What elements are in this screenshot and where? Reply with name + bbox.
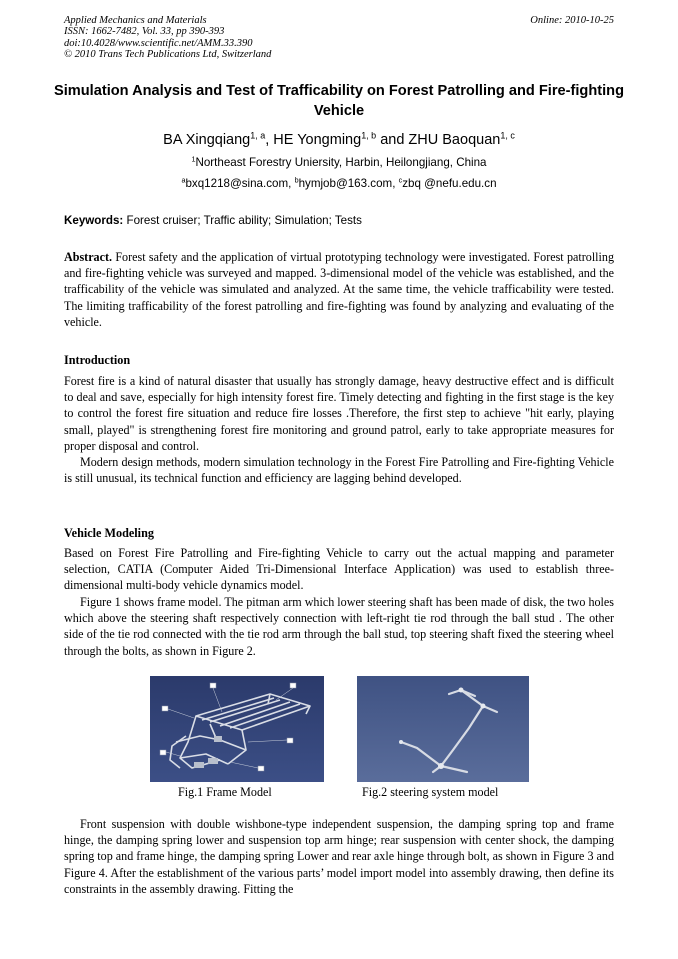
author-line <box>40 131 638 149</box>
abstract <box>64 249 614 330</box>
section-heading-introduction: Introduction <box>64 353 131 367</box>
keywords <box>64 213 362 228</box>
journal-issn: ISSN: 1662-7482, Vol. 33, pp 390-393 <box>64 26 225 38</box>
abstract-text: Forest safety and the application of virtual prototyping technology were investigated. Forest patrolling and fire-fighting vehicle was surveyed and mapped. 3-dimensional model of the vehicle was established, and the trafficability of the vehicle was simulated and analyzed. At the same time, the vehicle trafficability were tested. The limiting trafficability of the forest patrolling and fire-fighting was found by analyzing and evaluating of the vehicle. <box>64 250 614 329</box>
email-a: bxq1218@sina.com, <box>185 177 295 190</box>
journal-doi: doi:10.4028/www.scientific.net/AMM.33.390 <box>64 37 253 49</box>
modeling-paragraph-2: Figure 1 shows frame model. The pitman arm which lower steering shaft has been made of disk, the two holes which above the steering shaft respectively connection with left-right tie rod through the ball stud . The other side of the tie rod connected with the tie rod arm through the ball stud, top steering shaft fixed the steering wheel through the bolts, as shown in Figure 2. <box>64 595 614 658</box>
section-heading-vehicle-modeling: Vehicle Modeling <box>64 526 154 540</box>
email-c-mark: c <box>398 175 403 185</box>
author-2-affil: 1, b <box>361 130 377 141</box>
suspension-paragraph: Front suspension with double wishbone-type independent suspension, the damping spring top and frame hinge, the damping spring lower and suspension top arm hinge; rear suspension with center shock, the damping spring top and frame hinge, the damping spring Lower and rear axle hinge through bolt, as shown in Figure 3 and Figure 4. After the establishment of the various parts’ model import model into assembly drawing, then define its constraints in the assembly drawing. Fitting the <box>64 817 614 896</box>
introduction-paragraph-1: Forest fire is a kind of natural disaster that usually has strongly damage, heavy destructive effect and is difficult to deal and save, especially for high intensity forest fire. Timely detecting and fighting in the first stage is the key to control the forest fire situation and reduce fire losses .Therefore, the first step to achieve "hit early, playing small, played" is strengthening forest fire monitoring and ground patrol, early to take appropriate measures for proper disposal and control. <box>64 374 614 453</box>
figure-1-caption: Fig.1 Frame Model <box>178 785 272 799</box>
online-date: Online: 2010-10-25 <box>530 15 614 26</box>
author-1-affil: 1, a <box>250 130 266 141</box>
journal-name: Applied Mechanics and Materials <box>64 15 207 26</box>
author-3-affil: 1, c <box>500 130 515 141</box>
introduction-paragraph-2: Modern design methods, modern simulation technology in the Forest Fire Patrolling and Fire-fighting Vehicle is still unusual, its technical function and efficiency are lagging behind developed. <box>64 455 614 486</box>
figure-frame-model <box>150 676 324 782</box>
author-2: , HE Yongming <box>265 132 362 148</box>
figure-2-caption: Fig.2 steering system model <box>362 785 499 799</box>
email-c: zbq @nefu.edu.cn <box>402 177 497 190</box>
abstract-label: Abstract. <box>64 250 113 264</box>
frame-model-image <box>150 676 324 782</box>
email-line <box>40 176 638 191</box>
figure-steering-system-model <box>357 676 529 782</box>
author-1: BA Xingqiang <box>163 132 251 148</box>
affiliation-text: Northeast Forestry Uniersity, Harbin, Heilongjiang, China <box>195 156 487 169</box>
affiliation <box>40 155 638 170</box>
modeling-paragraph-1: Based on Forest Fire Patrolling and Fire-fighting Vehicle to carry out the actual mapping and parameter selection, CATIA (Computer Aided Tri-Dimensional Interface Application) was used to establish three-dimensional multi-body vehicle dynamics model. <box>64 546 614 593</box>
email-a-mark: a <box>181 175 186 185</box>
journal-header <box>64 15 271 61</box>
author-3: and ZHU Baoquan <box>376 132 501 148</box>
affiliation-mark: 1 <box>191 154 196 164</box>
email-b-mark: b <box>294 175 299 185</box>
keywords-text: Forest cruiser; Traffic ability; Simulation; Tests <box>123 214 362 227</box>
email-b: hymjob@163.com, <box>298 177 399 190</box>
paper-title: Simulation Analysis and Test of Trafficability on Forest Patrolling and Fire-fighting Vehicle <box>53 83 625 119</box>
journal-copyright: © 2010 Trans Tech Publications Ltd, Switzerland <box>64 49 272 61</box>
keywords-label: Keywords: <box>64 214 124 227</box>
steering-system-image <box>357 676 529 782</box>
